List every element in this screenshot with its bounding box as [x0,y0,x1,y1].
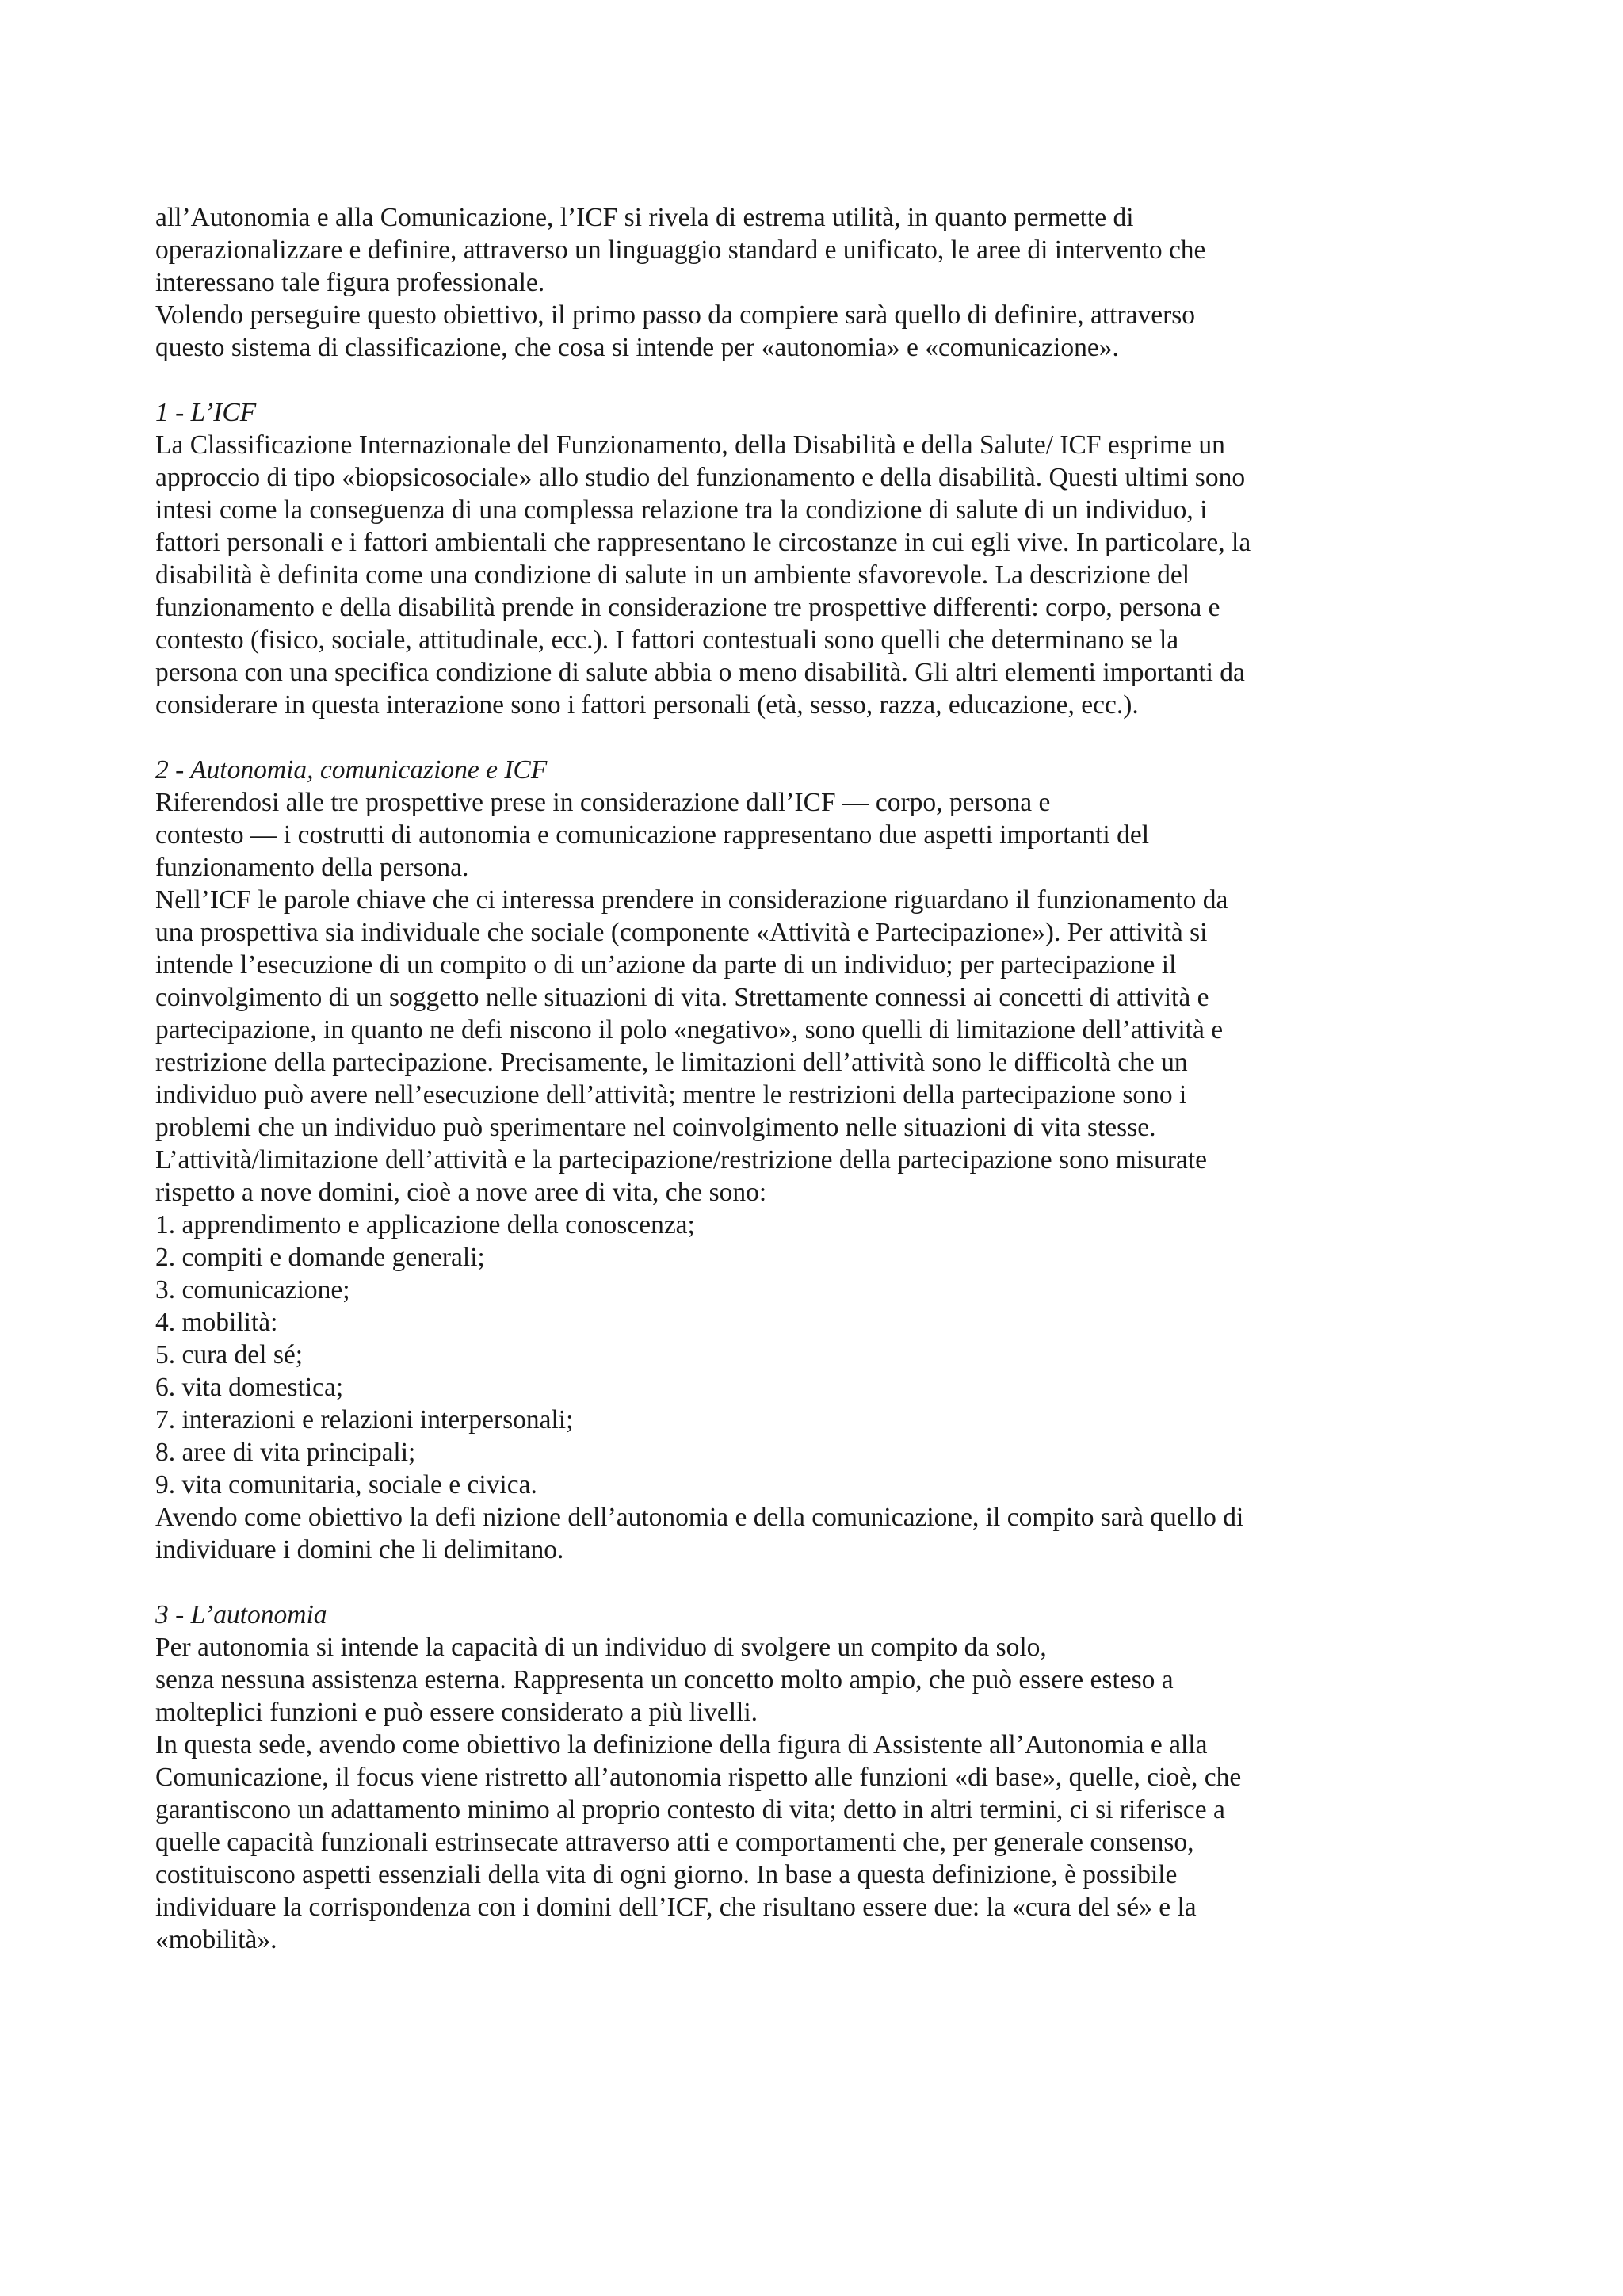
list-item: 3. comunicazione; [155,1275,350,1305]
section-3-paragraph-1: Per autonomia si intende la capacità di un individuo di svolgere un compito da solo, senza nessuna assistenza esterna. Rappresenta un concetto molto ampio, che può essere esteso a molteplici funzioni e può essere considerato a più livelli. [155,1633,1174,1727]
document-page [155,201,1471,1956]
list-item: 2. compiti e domande generali; [155,1243,485,1272]
section-1-paragraph-1: La Classificazione Internazionale del Funzionamento, della Disabilità e della Salute/ ICF esprime un approccio di tipo «biopsicosociale» allo studio del funzionamento e della disabilità. Questi ultimi sono intesi come la conseguenza di una complessa relazione tra la condizione di salute di un individuo, i fattori personali e i fattori ambientali che rappresentano le circostanze in cui egli vive. In particolare, la disabilità è definita come una condizione di salute in un ambiente sfavorevole. La descrizione del funzionamento e della disabilità prende in considerazione tre prospettive differenti: corpo, persona e contesto (fisico, sociale, attitudinale, ecc.). I fattori contestuali sono quelli che determinano se la persona con una specifica condizione di salute abbia o meno disabilità. Gli altri elementi importanti da considerare in questa interazione sono i fattori personali (età, sesso, razza, educazione, ecc.). [155,430,1251,720]
list-item: 7. interazioni e relazioni interpersonali; [155,1405,574,1435]
list-item: 4. mobilità: [155,1308,278,1337]
spacer [155,364,1471,396]
section-2-paragraph-2: Nell’ICF le parole chiave che ci interessa prendere in considerazione riguardano il funzionamento da una prospettiva sia individuale che sociale (componente «Attività e Partecipazione»). Per attività si intende l’esecuzione di un compito o di un’azione da parte di un individuo; per partecipazione il coinvolgimento di un soggetto nelle situazioni di vita. Strettamente connessi ai concetti di attività e partecipazione, in quanto ne defi niscono il polo «negativo», sono quelli di limitazione dell’attività e restrizione della partecipazione. Precisamente, le limitazioni dell’attività sono le difficoltà che un individuo può avere nell’esecuzione dell’attività; mentre le restrizioni della partecipazione sono i problemi che un individuo può sperimentare nel coinvolgimento nelle situazioni di vita stesse. [155,885,1228,1142]
intro-paragraph-1: all’Autonomia e alla Comunicazione, l’ICF si rivela di estrema utilità, in quanto permette di operazionalizzare e definire, attraverso un linguaggio standard e unificato, le aree di intervento che interessano tale figura professionale. [155,203,1206,297]
domain-list [155,1209,1471,1501]
section-2-heading: 2 - Autonomia, comunicazione e ICF [155,755,548,785]
section-2-paragraph-1: Riferendosi alle tre prospettive prese in considerazione dall’ICF — corpo, persona e contesto — i costrutti di autonomia e comunicazione rappresentano due aspetti importanti del funzionamento della persona. [155,788,1150,882]
section-3-paragraph-2: In questa sede, avendo come obiettivo la definizione della figura di Assistente all’Autonomia e alla Comunicazione, il focus viene ristretto all’autonomia rispetto alle funzioni «di base», quelle, cioè, che garantiscono un adattamento minimo al proprio contesto di vita; detto in altri termini, ci si riferisce a quelle capacità funzionali estrinsecate attraverso atti e comportamenti che, per generale consenso, costituiscono aspetti essenziali della vita di ogni giorno. In base a questa definizione, è possibile individuare la corrispondenza con i domini dell’ICF, che risultano essere due: la «cura del sé» e la «mobilità». [155,1730,1242,1954]
section-2-paragraph-4: Avendo come obiettivo la defi nizione dell’autonomia e della comunicazione, il compito sarà quello di individuare i domini che li delimitano. [155,1503,1244,1564]
spacer [155,721,1471,754]
section-2-paragraph-3: L’attività/limitazione dell’attività e la partecipazione/restrizione della partecipazione sono misurate rispetto a nove domini, cioè a nove aree di vita, che sono: [155,1145,1208,1207]
list-item: 8. aree di vita principali; [155,1438,416,1467]
section-1-heading: 1 - L’ICF [155,398,257,427]
list-item: 5. cura del sé; [155,1340,304,1370]
spacer [155,1566,1471,1599]
list-item: 9. vita comunitaria, sociale e civica. [155,1470,537,1499]
list-item: 1. apprendimento e applicazione della conoscenza; [155,1210,695,1240]
list-item: 6. vita domestica; [155,1373,344,1402]
section-3-heading: 3 - L’autonomia [155,1600,327,1629]
intro-paragraph-2: Volendo perseguire questo obiettivo, il primo passo da compiere sarà quello di definire, attraverso questo sistema di classificazione, che cosa si intende per «autonomia» e «comunicazione». [155,300,1196,362]
